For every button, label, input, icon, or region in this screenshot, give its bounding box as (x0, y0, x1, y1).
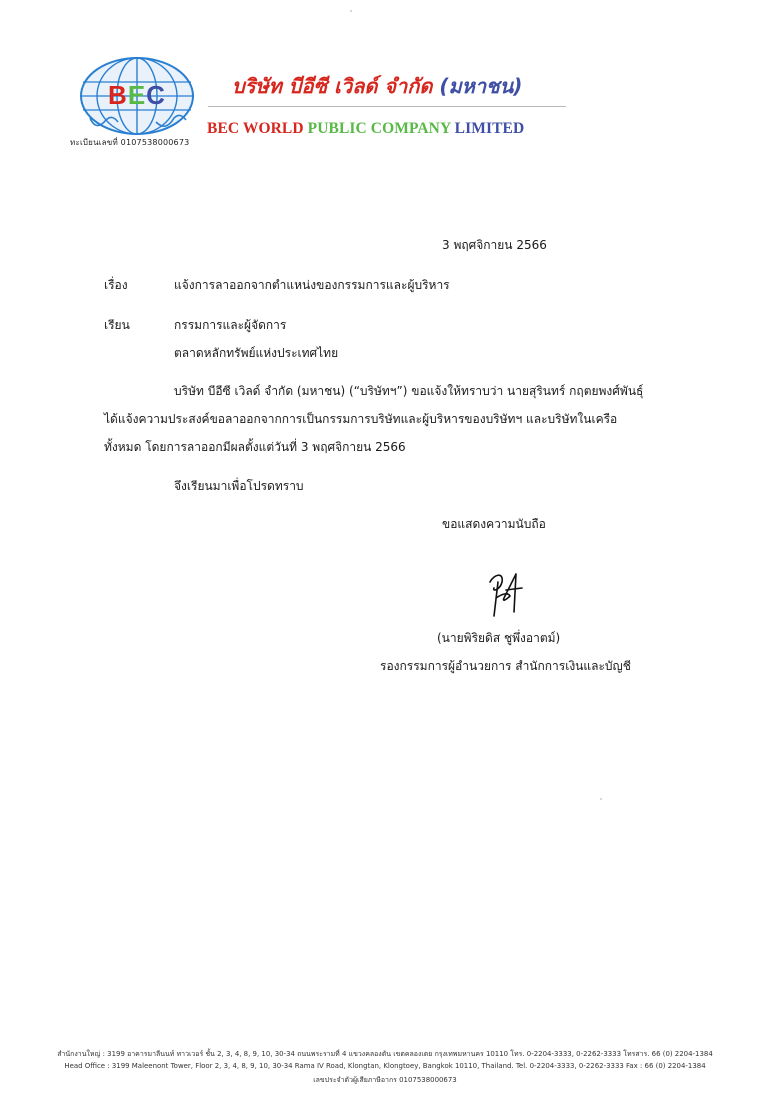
body-line-2: ได้แจ้งความประสงค์ขอลาออกจากการเป็นกรรมการบริษัทและผู้บริหารของบริษัทฯ และบริษัทในเครือ (104, 412, 618, 426)
svg-text:BEC: BEC (108, 80, 166, 110)
company-name-thai (232, 70, 522, 102)
company-name-english-part1: BEC WORLD (207, 120, 304, 137)
recipient-line-1: กรรมการและผู้จัดการ (174, 318, 287, 332)
signer-name: (นายพิริยดิส ชูพึ่งอาตม์) (437, 631, 561, 645)
footer-tax-id: เลขประจำตัวผู้เสียภาษีอากร 0107538000673 (313, 1076, 457, 1084)
recipient-line-2: ตลาดหลักทรัพย์แห่งประเทศไทย (174, 346, 339, 360)
footer-address-thai: สำนักงานใหญ่ : 3199 อาคารมาลีนนท์ ทาวเวอร์ ชั้น 2, 3, 4, 8, 9, 10, 30-34 ถนนพระรามที่ 4 แขวงคลองตัน เขตคลองเตย กรุงเทพมหานคร 10110 โทร. 0-2204-3333, 0-2262-3333 โทรสาร. 66 (0) 2204-1384 (57, 1050, 713, 1058)
registration-number: ทะเบียนเลขที่ 0107538000673 (70, 138, 190, 147)
company-name-thai-main: บริษัท บีอีซี เวิลด์ จำกัด (232, 74, 433, 98)
recipient-label: เรียน (104, 318, 130, 332)
letter-date: 3 พฤศจิกายน 2566 (442, 238, 547, 252)
signature (480, 568, 528, 620)
footer-address-english: Head Office : 3199 Maleenont Tower, Floor 2, 3, 4, 8, 9, 10, 30-34 Rama IV Road, Klongtan, Klongtoey, Bangkok 10110, Thailand. Tel. 0-2204-3333, 0-2262-3333 Fax : 66 (0) 2204-1384 (64, 1062, 706, 1070)
company-name-english-part2: PUBLIC COMPANY (307, 120, 451, 137)
closing-line: จึงเรียนมาเพื่อโปรดทราบ (174, 479, 304, 493)
scan-speck (350, 10, 352, 12)
body-line-1: บริษัท บีอีซี เวิลด์ จำกัด (มหาชน) (“บริษัทฯ”) ขอแจ้งให้ทราบว่า นายสุรินทร์ กฤตยพงศ์พันธุ์ (174, 384, 644, 398)
scan-speck (600, 798, 602, 800)
company-name-thai-suffix: (มหาชน) (439, 74, 523, 98)
company-name-english-part3: LIMITED (454, 120, 525, 137)
body-line-3: ทั้งหมด โดยการลาออกมีผลตั้งแต่วันที่ 3 พฤศจิกายน 2566 (104, 440, 406, 454)
letterhead-divider (208, 106, 566, 107)
subject-text: แจ้งการลาออกจากตำแหน่งของกรรมการและผู้บริหาร (174, 278, 450, 292)
bec-globe-logo (78, 56, 196, 136)
company-name-english (207, 120, 524, 138)
signer-title: รองกรรมการผู้อำนวยการ สำนักการเงินและบัญชี (380, 659, 631, 673)
valediction: ขอแสดงความนับถือ (442, 517, 546, 531)
subject-label: เรื่อง (104, 278, 128, 292)
